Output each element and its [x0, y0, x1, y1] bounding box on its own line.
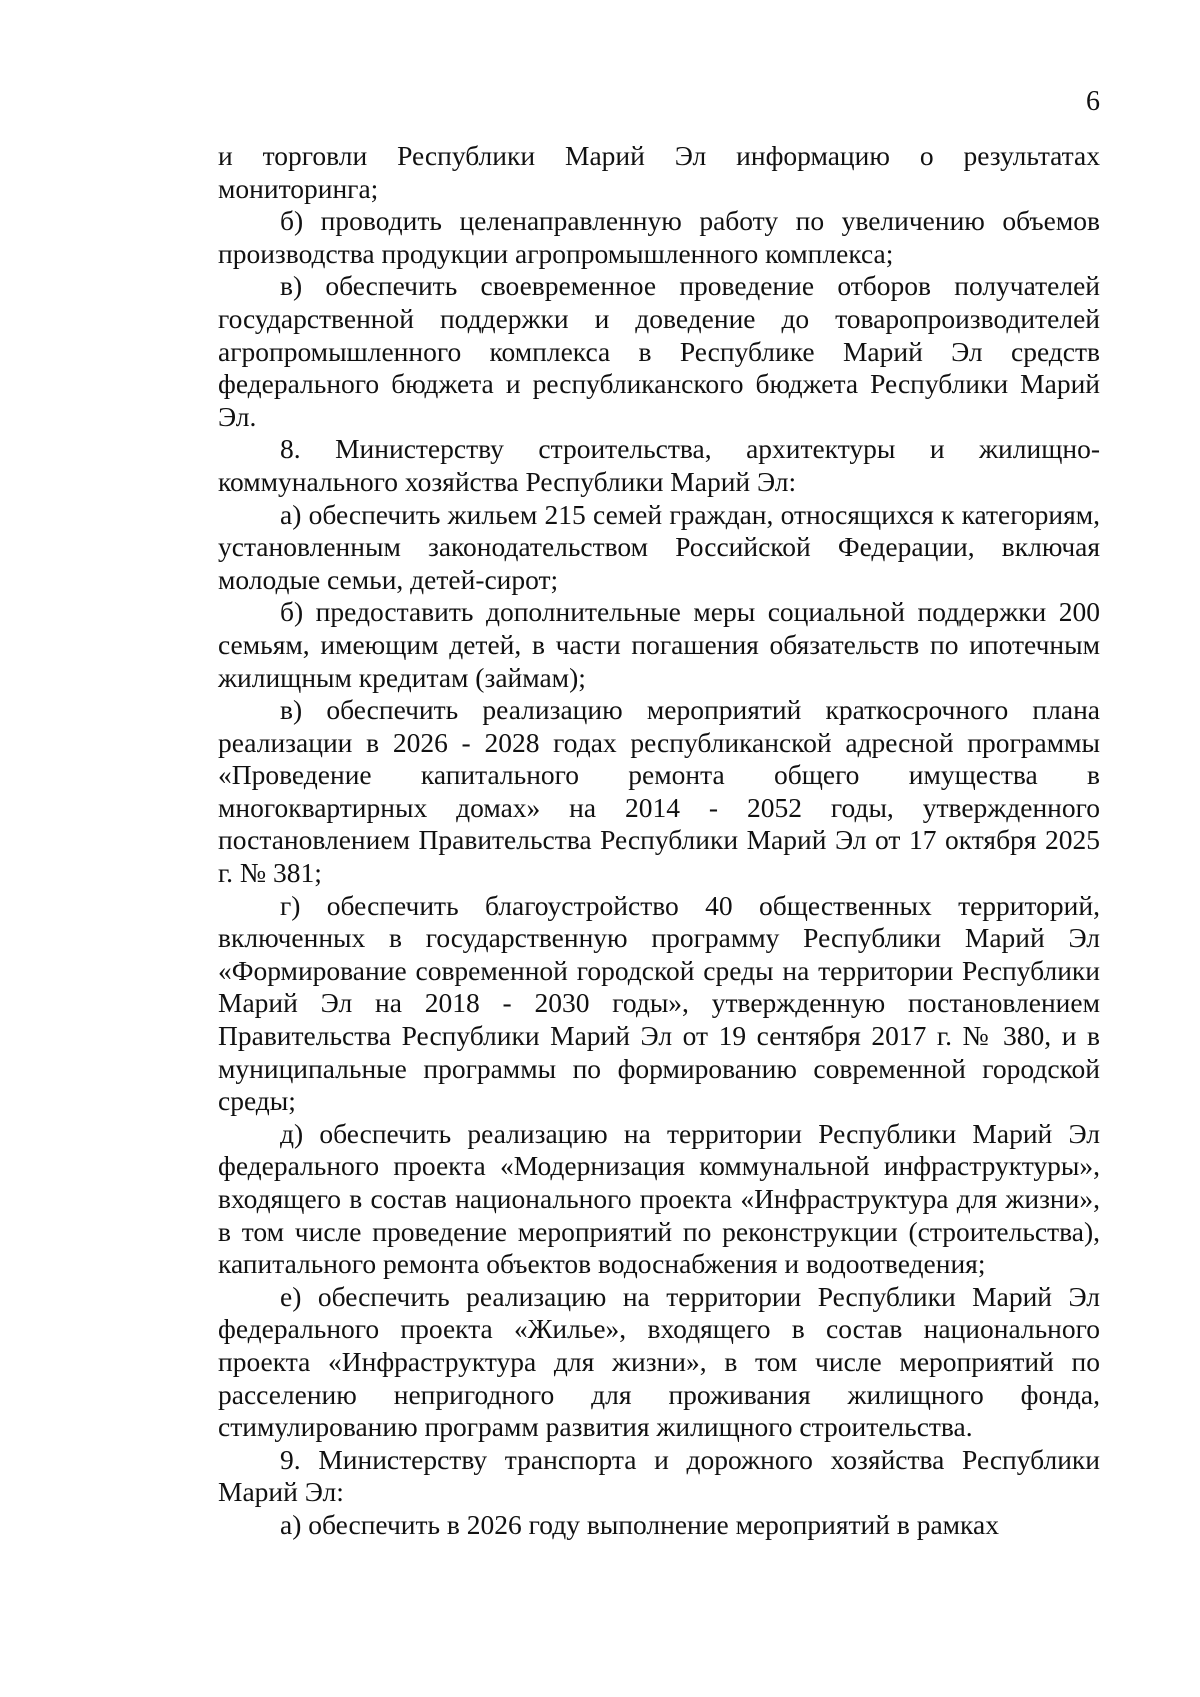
paragraph-item-g-urban-environment: г) обеспечить благоустройство 40 общественных территорий, включенных в государственную программу Республики Марий Эл «Формирование современной городской среды на территории Республики Марий Эл на 2018 - 2030 годы», утвержденную постановлением Правительства Республики Марий Эл от 19 сентября 2017 г. № 380, и в муниципальные программы по формированию современной городской среды;	[218, 889, 1100, 1117]
paragraph-item-a-housing: а) обеспечить жильем 215 семей граждан, относящихся к категориям, установленным законодательством Российской Федерации, включая молодые семьи, детей-сирот;	[218, 498, 1100, 595]
paragraph-item-d-utility-infrastructure: д) обеспечить реализацию на территории Республики Марий Эл федерального проекта «Модернизация коммунальной инфраструктуры», входящего в состав национального проекта «Инфраструктура для жизни», в том числе проведение мероприятий по реконструкции (строительства), капитального ремонта объектов водоснабжения и водоотведения;	[218, 1117, 1100, 1280]
document-body	[218, 140, 1100, 1542]
paragraph-item-a-transport-2026: а) обеспечить в 2026 году выполнение мероприятий в рамках	[280, 1508, 999, 1540]
paragraph-section-8-construction: 8. Министерству строительства, архитектуры и жилищно-коммунального хозяйства Республики Марий Эл:	[218, 433, 1100, 497]
page-number: 6	[1086, 86, 1100, 117]
paragraph-section-9-transport: 9. Министерству транспорта и дорожного хозяйства Республики Марий Эл:	[218, 1443, 1100, 1508]
paragraph-item-v-capital-repair: в) обеспечить реализацию мероприятий краткосрочного плана реализации в 2026 - 2028 годах республиканской адресной программы «Проведение капитального ремонта общего имущества в многоквартирных домах» на 2014 - 2052 годы, утвержденного постановлением Правительства Республики Марий Эл от 17 октября 2025 г. № 381;	[218, 694, 1100, 889]
paragraph-item-e-housing-project: е) обеспечить реализацию на территории Республики Марий Эл федерального проекта «Жилье», входящего в состав национального проекта «Инфраструктура для жизни», в том числе мероприятий по расселению непригодного для проживания жилищного фонда, стимулированию программ развития жилищного строительства.	[218, 1280, 1100, 1443]
paragraph-continuation-monitoring: и торговли Республики Марий Эл информацию о результатах мониторинга;	[218, 140, 1100, 204]
paragraph-item-b-production: б) проводить целенаправленную работу по увеличению объемов производства продукции агропромышленного комплекса;	[218, 205, 1100, 269]
paragraph-item-v-selection: в) обеспечить своевременное проведение отборов получателей государственной поддержки и доведение до товаропроизводителей агропромышленного комплекса в Республике Марий Эл средств федерального бюджета и республиканского бюджета Республики Марий Эл.	[218, 270, 1100, 432]
paragraph-item-b-social-support: б) предоставить дополнительные меры социальной поддержки 200 семьям, имеющим детей, в части погашения обязательств по ипотечным жилищным кредитам (займам);	[218, 596, 1100, 693]
